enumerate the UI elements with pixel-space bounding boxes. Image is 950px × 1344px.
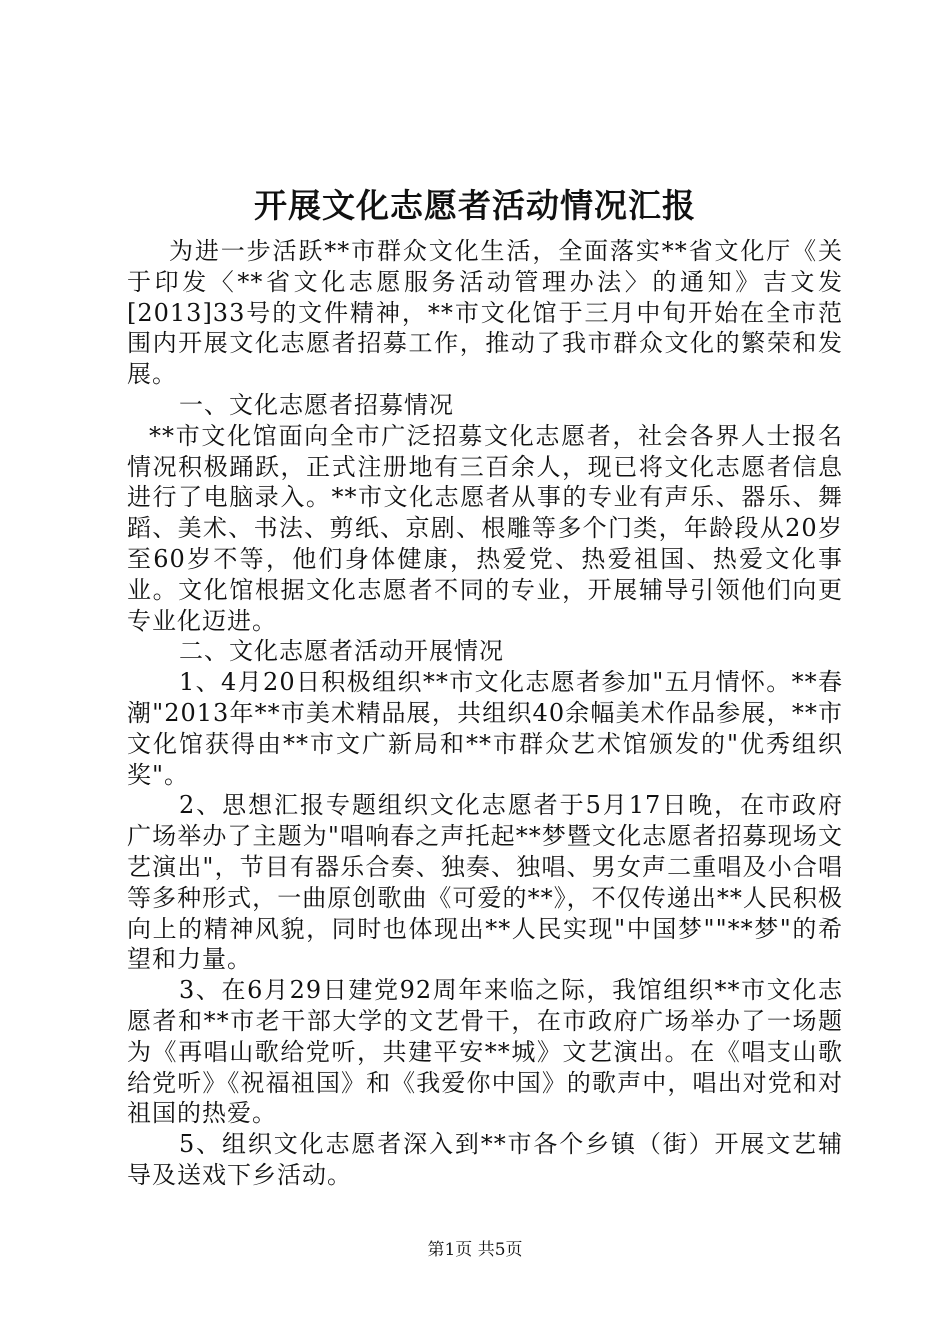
intro-paragraph: 为进一步活跃**市群众文化生活，全面落实**省文化厅《关于印发〈**省文化志愿服务活动管理办法〉的通知》吉文发[2013]33号的文件精神，**市文化馆于三月中旬开始在全市范围内开展文化志愿者招募工作，推动了我市群众文化的繁荣和发展。 <box>127 237 843 389</box>
activity-item-3: 3、在6月29日建党92周年来临之际，我馆组织**市文化志愿者和**市老干部大学的文艺骨干，在市政府广场举办了一场题为《再唱山歌给党听，共建平安**城》文艺演出。在《唱支山歌给党听》《祝福祖国》和《我爱你中国》的歌声中，唱出对党和对祖国的热爱。 <box>127 976 843 1128</box>
activity-item-2: 2、思想汇报专题组织文化志愿者于5月17日晚，在市政府广场举办了主题为"唱响春之声托起**梦暨文化志愿者招募现场文艺演出"，节目有器乐合奏、独奏、独唱、男女声二重唱及小合唱等多种形式，一曲原创歌曲《可爱的**》，不仅传递出**人民积极向上的精神风貌，同时也体现出**人民实现"中国梦""**梦"的希望和力量。 <box>127 791 843 974</box>
recruitment-paragraph: **市文化馆面向全市广泛招募文化志愿者，社会各界人士报名情况积极踊跃，正式注册地有三百余人，现已将文化志愿者信息进行了电脑录入。**市文化志愿者从事的专业有声乐、器乐、舞蹈、美术、书法、剪纸、京剧、根雕等多个门类，年龄段从20岁至60岁不等，他们身体健康，热爱党、热爱祖国、热爱文化事业。文化馆根据文化志愿者不同的专业，开展辅导引领他们向更专业化迈进。 <box>127 421 843 635</box>
document-body <box>127 236 843 1191</box>
section-heading-activities: 二、文化志愿者活动开展情况 <box>179 637 504 666</box>
section-heading-recruitment: 一、文化志愿者招募情况 <box>179 390 454 419</box>
document-title: 开展文化志愿者活动情况汇报 <box>254 186 696 225</box>
activity-item-5: 5、组织文化志愿者深入到**市各个乡镇（街）开展文艺辅导及送戏下乡活动。 <box>127 1130 843 1189</box>
page-number: 第1页 共5页 <box>427 1240 523 1260</box>
activity-item-1: 1、4月20日积极组织**市文化志愿者参加"五月情怀。**春潮"2013年**市美术精品展，共组织40余幅美术作品参展，**市文化馆获得由**市文广新局和**市群众艺术馆颁发的"优秀组织奖"。 <box>127 668 843 789</box>
